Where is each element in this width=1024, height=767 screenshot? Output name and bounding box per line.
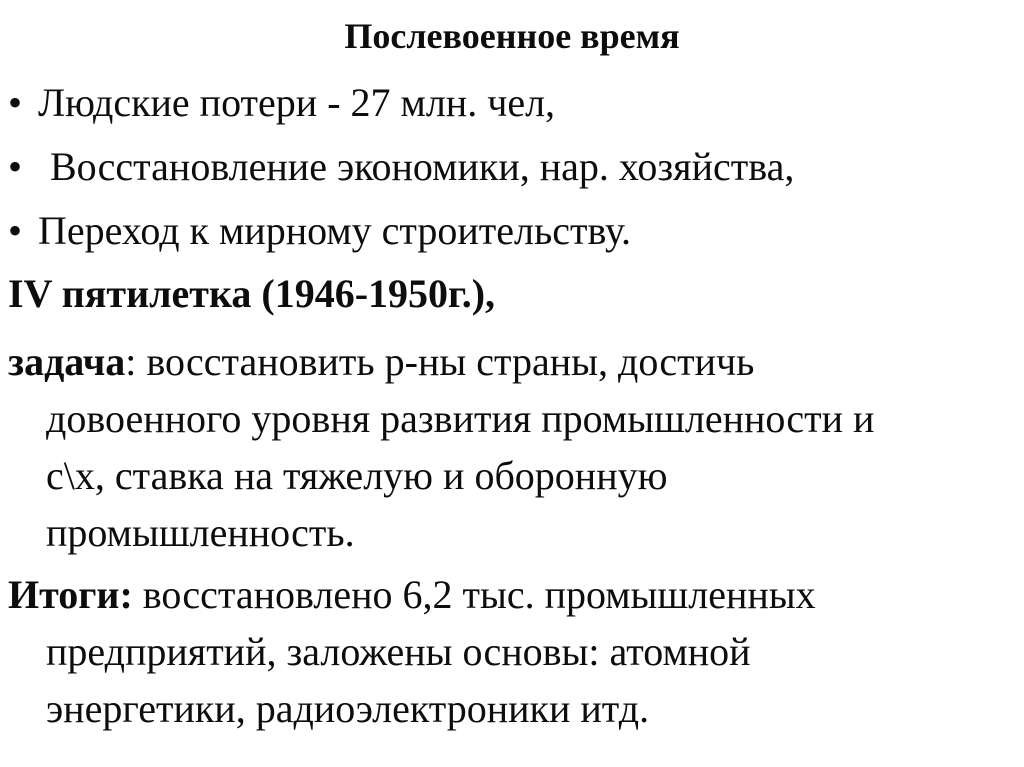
bullet-text: Людские потери - 27 млн. чел, (38, 80, 556, 125)
bullet-text: Переход к мирному строительству. (38, 208, 631, 253)
bullet-marker: • (8, 144, 23, 189)
task-line: довоенного уровня развития промышленности и (46, 396, 875, 441)
task-text: : восстановить р-ны страны, достичь (125, 339, 755, 384)
results-text: восстановлено 6,2 тыс. промышленных (132, 572, 816, 617)
bullet-marker: • (8, 80, 23, 125)
task-line: промышленность. (46, 510, 355, 555)
results-line: энергетики, радиоэлектроники итд. (46, 686, 650, 731)
slide-title: Послевоенное время (344, 16, 680, 56)
results-paragraph (8, 566, 1013, 737)
results-label: Итоги: (8, 572, 133, 617)
five-year-plan-heading: IV пятилетка (1946-1950г.), (8, 271, 496, 316)
bullet-item (8, 79, 555, 127)
bullet-marker: • (8, 208, 23, 253)
bullet-text: Восстановление экономики, нар. хозяйства, (50, 144, 795, 189)
bullet-item (8, 207, 631, 255)
task-line (8, 333, 1013, 390)
results-line (8, 566, 1013, 623)
task-label: задача (8, 339, 126, 384)
bullet-item (8, 143, 794, 191)
results-line: предприятий, заложены основы: атомной (46, 629, 751, 674)
task-paragraph (8, 333, 1013, 561)
task-line: с\х, ставка на тяжелую и оборонную (46, 453, 668, 498)
